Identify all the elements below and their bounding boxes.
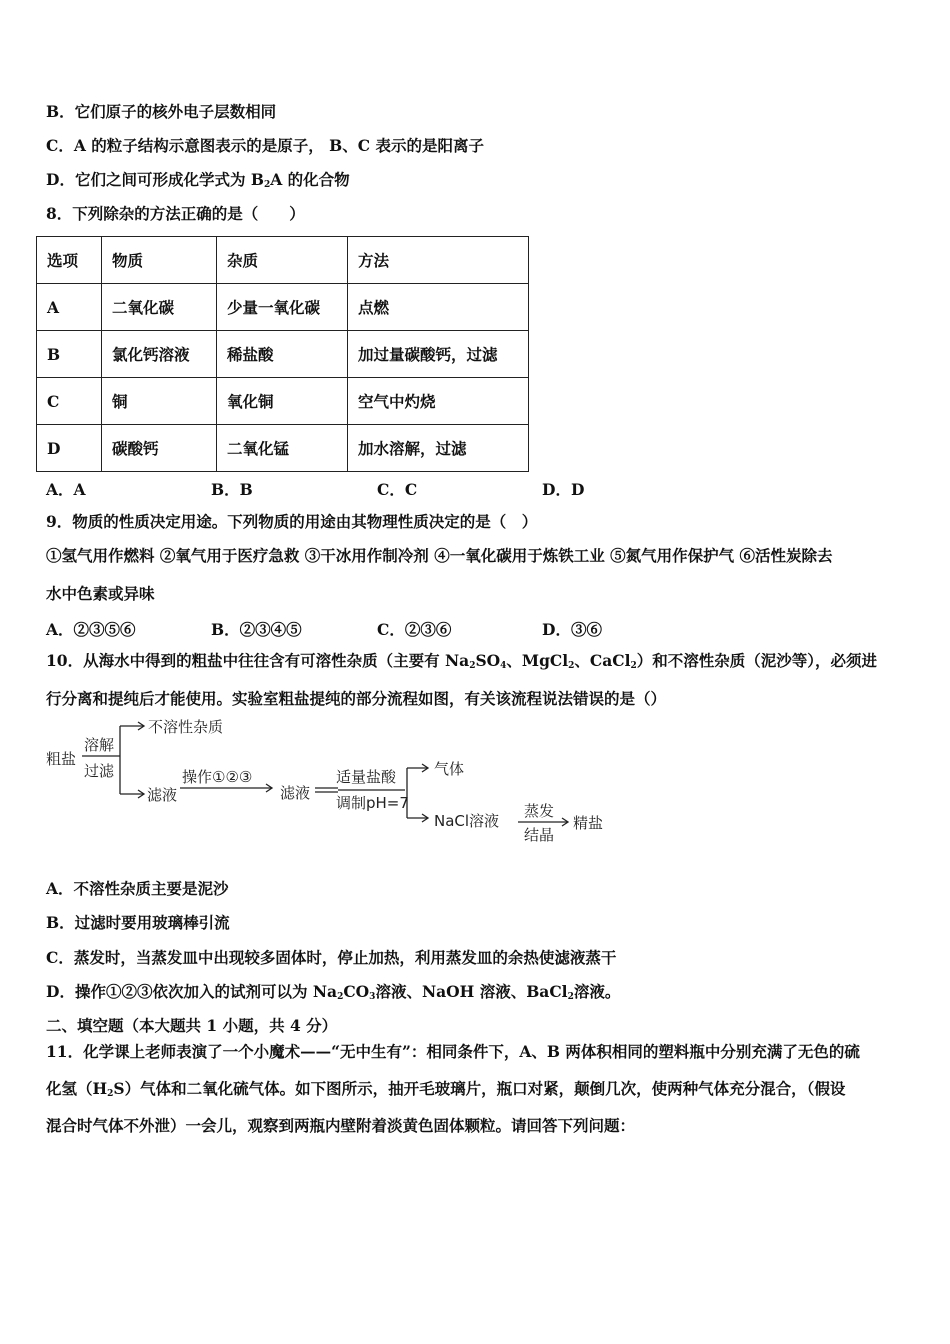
table-cell: C [37, 378, 102, 425]
table-header-cell: 方法 [348, 237, 529, 284]
flow-operation: 操作①②③ [182, 768, 253, 786]
flow-filtrate-1: 滤液 [147, 786, 178, 804]
q8-stem: 8．下列除杂的方法正确的是（ ） [46, 204, 305, 223]
flow-dissolve: 溶解 [84, 736, 115, 754]
table-cell: B [37, 331, 102, 378]
table-header-cell: 物质 [102, 237, 217, 284]
table-cell: 氯化钙溶液 [102, 331, 217, 378]
q9-items-cont: 水中色素或异味 [46, 584, 155, 603]
flow-insoluble: 不溶性杂质 [148, 718, 224, 736]
flow-crystallize: 结晶 [524, 826, 555, 844]
table-cell: 二氧化碳 [102, 284, 217, 331]
q10-option-a[interactable]: A．不溶性杂质主要是泥沙 [46, 879, 229, 898]
q7-option-c: C．A 的粒子结构示意图表示的是原子， B、C 表示的是阳离子 [46, 136, 484, 155]
table-header-cell: 杂质 [217, 237, 348, 284]
table-cell: 二氧化锰 [217, 425, 348, 472]
flow-filtrate-2: 滤液 [280, 784, 311, 802]
table-cell: 碳酸钙 [102, 425, 217, 472]
table-cell: 氧化铜 [217, 378, 348, 425]
q10-option-b[interactable]: B．过滤时要用玻璃棒引流 [46, 913, 230, 932]
table-cell: 铜 [102, 378, 217, 425]
q11-stem-cont: 化氢$(H_2S)$气体和二氧化硫气体。如下图所示，抽开毛玻璃片，瓶口对紧，颠倒几次，使两种气体充分混合，（假设 [46, 1079, 846, 1099]
q10-option-d[interactable]: D．操作①②③依次加入的试剂可以为 $Na_2CO_3$溶液、NaOH 溶液、BaCl$_2$溶液。 [46, 982, 621, 1002]
table-row [37, 284, 529, 331]
q9-option-b[interactable]: B．②③④⑤ [211, 620, 302, 639]
q9-option-a[interactable]: A．②③⑤⑥ [46, 620, 136, 639]
table-header-row [37, 237, 529, 284]
q11-stem-cont-2: 混合时气体不外泄）一会儿，观察到两瓶内壁附着淡黄色固体颗粒。请回答下列问题： [46, 1116, 636, 1135]
table-cell: 点燃 [348, 284, 529, 331]
flow-evaporate: 蒸发 [524, 802, 555, 820]
table-cell: A [37, 284, 102, 331]
flow-acid: 适量盐酸 [336, 768, 397, 786]
flow-refined-salt: 精盐 [573, 814, 604, 832]
q10-option-c[interactable]: C．蒸发时，当蒸发皿中出现较多固体时，停止加热，利用蒸发皿的余热使滤液蒸干 [46, 948, 617, 967]
table-cell: 空气中灼烧 [348, 378, 529, 425]
table-row [37, 378, 529, 425]
table-cell: 少量一氧化碳 [217, 284, 348, 331]
q8-table [36, 236, 529, 472]
flow-gas: 气体 [434, 760, 465, 778]
table-cell: 加水溶解，过滤 [348, 425, 529, 472]
flow-adjust-ph: 调制pH=7 [336, 794, 409, 812]
section-heading: 二、填空题（本大题共 1 小题，共 4 分） [46, 1016, 338, 1035]
q8-option-d[interactable]: D．D [542, 480, 585, 499]
table-cell: D [37, 425, 102, 472]
q10-stem-cont: 行分离和提纯后才能使用。实验室粗盐提纯的部分流程如图，有关该流程说法错误的是（） [46, 689, 667, 708]
q8-option-a[interactable]: A．A [46, 480, 86, 499]
flow-nacl-solution: NaCl溶液 [434, 812, 500, 830]
q9-option-d[interactable]: D．③⑥ [542, 620, 602, 639]
table-cell: 加过量碳酸钙，过滤 [348, 331, 529, 378]
q7-option-d: D．它们之间可形成化学式为 $B_2A$ 的化合物 [46, 170, 350, 190]
q10-stem: 10．从海水中得到的粗盐中往往含有可溶性杂质（主要有 $Na_2SO_4$、MgCl$_2$、CaCl$_2$）和不溶性杂质（泥沙等），必须进 [46, 651, 878, 671]
table-cell: 稀盐酸 [217, 331, 348, 378]
q8-option-c[interactable]: C．C [377, 480, 418, 499]
flow-filter: 过滤 [84, 762, 115, 780]
flow-crude-salt: 粗盐 [46, 750, 77, 768]
q9-option-c[interactable]: C．②③⑥ [377, 620, 452, 639]
q7-option-b: B．它们原子的核外电子层数相同 [46, 102, 277, 121]
q9-stem: 9．物质的性质决定用途。下列物质的用途由其物理性质决定的是（ ） [46, 512, 538, 531]
salt-purification-flowchart [40, 716, 640, 856]
q11-stem: 11．化学课上老师表演了一个小魔术——“无中生有”：相同条件下，A、B 两体积相同的塑料瓶中分别充满了无色的硫 [46, 1042, 860, 1061]
table-header-cell: 选项 [37, 237, 102, 284]
q9-items: ①氢气用作燃料 ②氧气用于医疗急救 ③干冰用作制冷剂 ④一氧化碳用于炼铁工业 ⑤氮气用作保护气 ⑥活性炭除去 [46, 546, 833, 565]
table-row [37, 425, 529, 472]
q8-option-b[interactable]: B．B [211, 480, 253, 499]
table-row [37, 331, 529, 378]
